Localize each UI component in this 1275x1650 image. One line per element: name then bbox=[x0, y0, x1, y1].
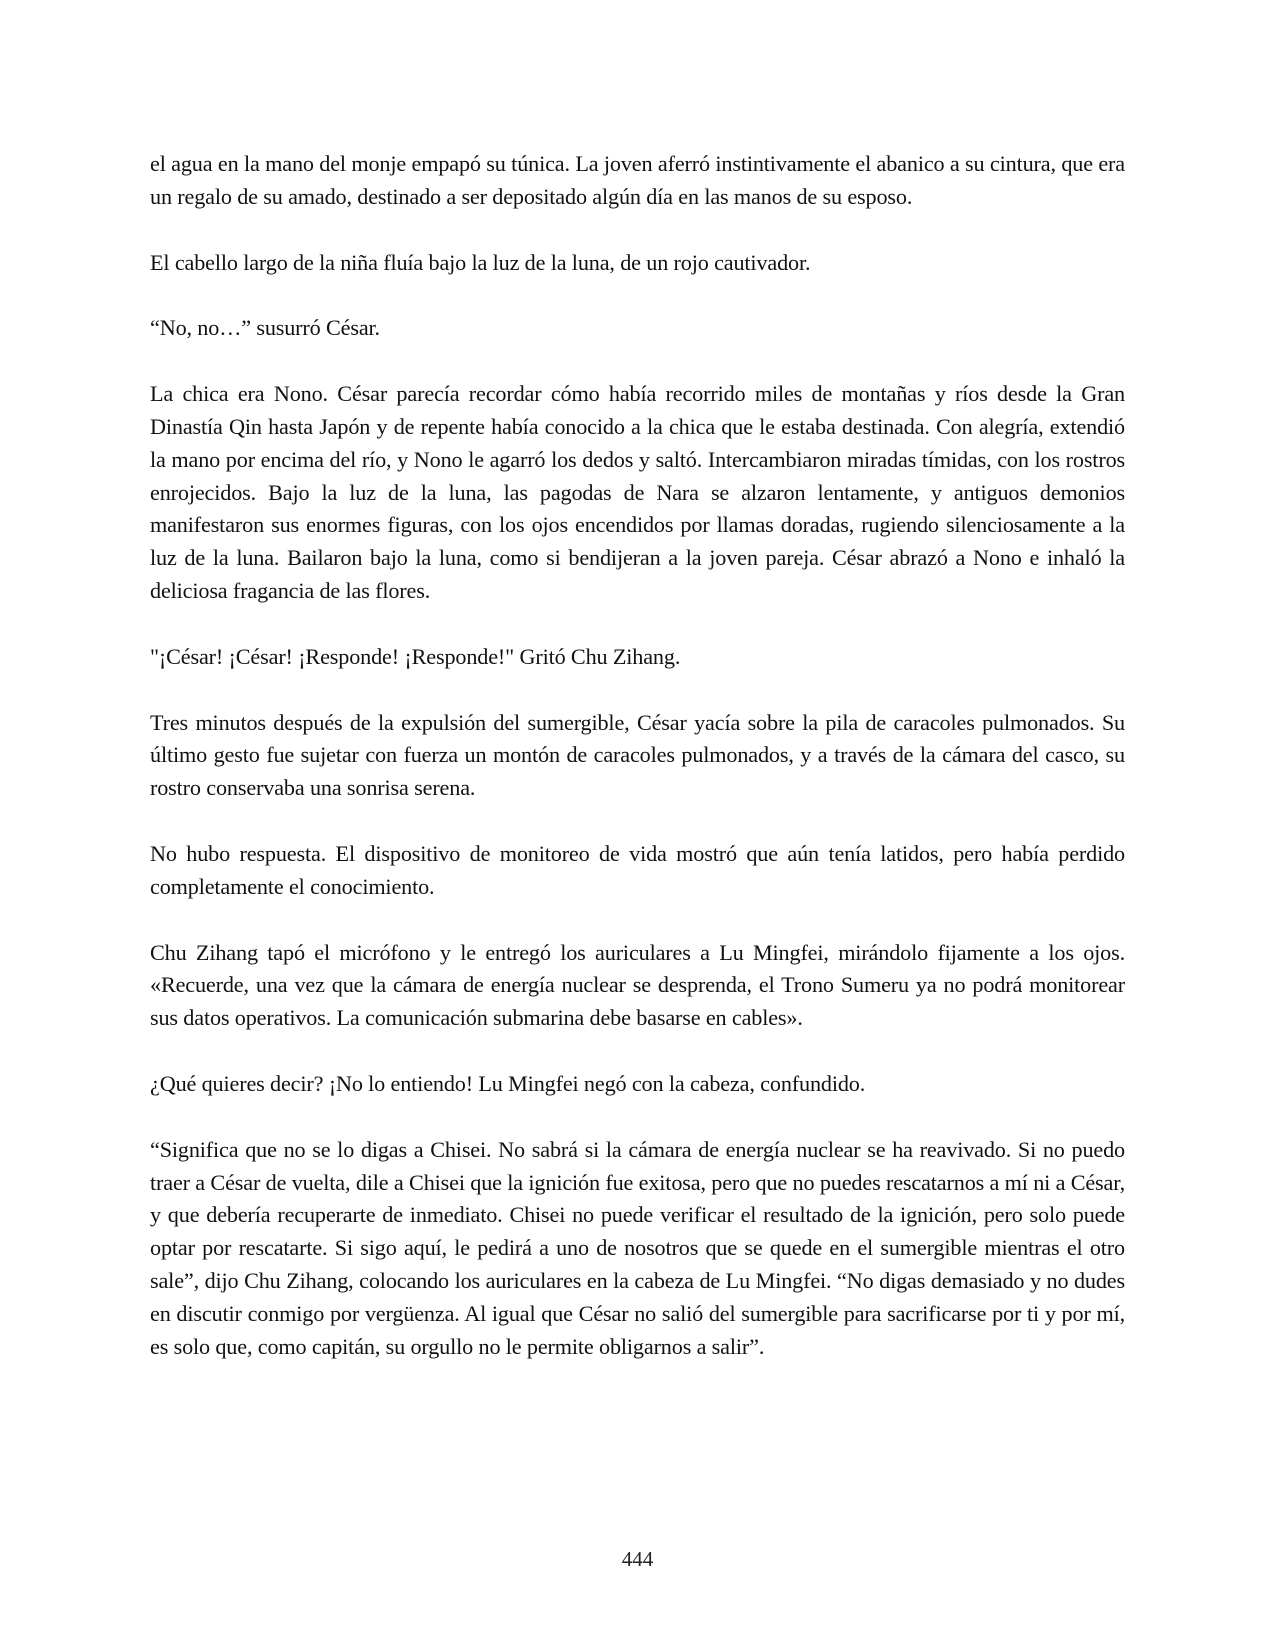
paragraph-3: “No, no…” susurró César. bbox=[150, 315, 380, 341]
paragraph-8: Chu Zihang tapó el micrófono y le entregó los auriculares a Lu Mingfei, mirándolo fijamente a los ojos. «Recuerde, una vez que la cámara de energía nuclear se desprenda, el Trono Sumeru ya no podrá monitorear sus datos operativos. La comunicación submarina debe basarse en cables». bbox=[150, 939, 1125, 1031]
paragraph-7: No hubo respuesta. El dispositivo de monitoreo de vida mostró que aún tenía latidos, pero había perdido completamente el conocimiento. bbox=[150, 840, 1125, 899]
paragraph-1: el agua en la mano del monje empapó su túnica. La joven aferró instintivamente el abanico a su cintura, que era un regalo de su amado, destinado a ser depositado algún día en las manos de su esposo. bbox=[150, 151, 1125, 209]
paragraph-5: "¡César! ¡César! ¡Responde! ¡Responde!" Gritó Chu Zihang. bbox=[150, 643, 681, 669]
paragraph-6: Tres minutos después de la expulsión del sumergible, César yacía sobre la pila de caracoles pulmonados. Su último gesto fue sujetar con fuerza un montón de caracoles pulmonados, y a través de la cámara del casco, su rostro conservaba una sonrisa serena. bbox=[150, 709, 1125, 801]
page-number: 444 bbox=[621, 1547, 654, 1571]
paragraph-10: “Significa que no se lo digas a Chisei. No sabrá si la cámara de energía nuclear se ha reavivado. Si no puedo traer a César de vuelta, dile a Chisei que la ignición fue exitosa, pero que no puedes rescatarnos a mí ni a César, y que debería recuperarte de inmediato. Chisei no puede verificar el resultado de la ignición, pero solo puede optar por rescatarte. Si sigo aquí, le pedirá a uno de nosotros que se quede en el sumergible mientras el otro sale”, dijo Chu Zihang, colocando los auriculares en la cabeza de Lu Mingfei. “No digas demasiado y no dudes en discutir conmigo por vergüenza. Al igual que César no salió del sumergible para sacrificarse por ti y por mí, es solo que, como capitán, su orgullo no le permite obligarnos a salir”. bbox=[150, 1136, 1125, 1359]
document-page-body bbox=[150, 148, 1125, 1396]
paragraph-2: El cabello largo de la niña fluía bajo la luz de la luna, de un rojo cautivador. bbox=[150, 249, 811, 275]
paragraph-9: ¿Qué quieres decir? ¡No lo entiendo! Lu Mingfei negó con la cabeza, confundido. bbox=[150, 1070, 866, 1096]
paragraph-4: La chica era Nono. César parecía recordar cómo había recorrido miles de montañas y ríos desde la Gran Dinastía Qin hasta Japón y de repente había conocido a la chica que le estaba destinada. Con alegría, extendió la mano por encima del río, y Nono le agarró los dedos y saltó. Intercambiaron miradas tímidas, con los rostros enrojecidos. Bajo la luz de la luna, las pagodas de Nara se alzaron lentamente, y antiguos demonios manifestaron sus enormes figuras, con los ojos encendidos por llamas doradas, rugiendo silenciosamente a la luz de la luna. Bailaron bajo la luna, como si bendijeran a la joven pareja. César abrazó a Nono e inhaló la deliciosa fragancia de las flores. bbox=[150, 381, 1125, 603]
